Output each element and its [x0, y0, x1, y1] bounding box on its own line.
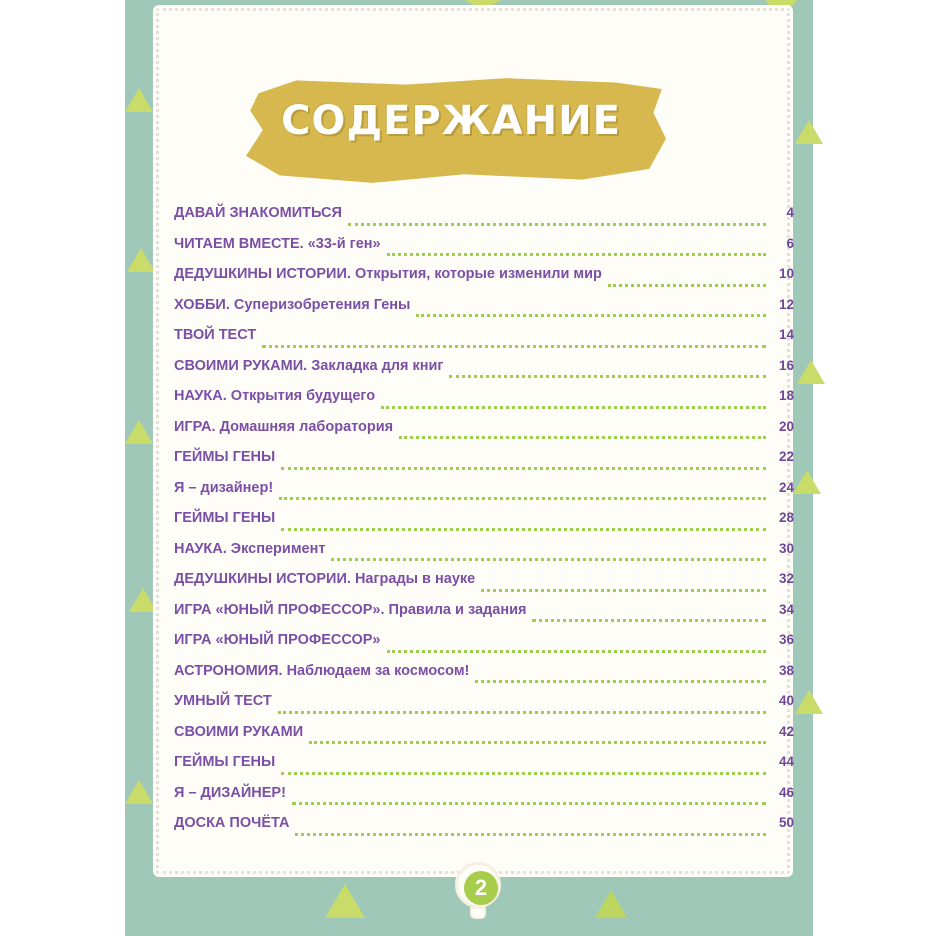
dot-leader	[449, 375, 766, 378]
dot-leader	[281, 772, 766, 775]
toc-entry[interactable]	[174, 388, 794, 419]
toc-entry[interactable]	[174, 571, 794, 602]
toc-entry[interactable]	[174, 419, 794, 450]
toc-entry-title: ЧИТАЕМ ВМЕСТЕ. «33-й ген»	[174, 235, 381, 252]
dot-leader	[387, 650, 767, 653]
toc-entry[interactable]	[174, 358, 794, 389]
toc-entry-title: ГЕЙМЫ ГЕНЫ	[174, 754, 276, 770]
toc-entry-title: Я – ДИЗАЙНЕР!	[174, 784, 286, 801]
triangle-decoration	[797, 360, 825, 384]
dot-leader	[295, 833, 766, 836]
lightbulb-base	[470, 907, 486, 919]
triangle-decoration	[793, 470, 821, 494]
toc-entry[interactable]	[174, 266, 794, 297]
triangle-decoration	[125, 88, 153, 112]
toc-entry-title: ТВОЙ ТЕСТ	[174, 327, 257, 343]
toc-entry[interactable]	[174, 236, 794, 267]
toc-entry[interactable]	[174, 297, 794, 328]
contents-sheet	[156, 8, 794, 874]
toc-entry-title: УМНЫЙ ТЕСТ	[174, 693, 272, 709]
table-of-contents	[174, 205, 794, 846]
toc-entry[interactable]	[174, 327, 794, 358]
dot-leader	[416, 314, 766, 317]
dot-leader	[309, 741, 766, 744]
dot-leader	[279, 497, 766, 500]
toc-entry[interactable]	[174, 815, 794, 846]
toc-entry[interactable]	[174, 602, 794, 633]
dot-leader	[281, 528, 766, 531]
toc-entry-title: ДЕДУШКИНЫ ИСТОРИИ. Открытия, которые изменили мир	[174, 266, 602, 282]
toc-entry-title: ГЕЙМЫ ГЕНЫ	[174, 510, 276, 526]
toc-entry-title: СВОИМИ РУКАМИ	[174, 723, 304, 740]
dot-leader	[608, 284, 766, 287]
toc-entry-page: 28	[778, 510, 794, 525]
lightbulb-icon	[455, 862, 501, 908]
dot-leader	[331, 558, 766, 561]
dot-leader	[399, 436, 766, 439]
toc-entry-page: 12	[778, 296, 794, 312]
toc-entry-page: 16	[778, 357, 794, 373]
triangle-decoration	[595, 890, 627, 918]
toc-entry-page: 24	[778, 479, 794, 495]
toc-entry[interactable]	[174, 510, 794, 541]
dot-leader	[381, 406, 766, 409]
toc-entry-title: ИГРА «ЮНЫЙ ПРОФЕССОР». Правила и задания	[174, 601, 527, 618]
toc-entry[interactable]	[174, 449, 794, 480]
dot-leader	[348, 223, 766, 226]
toc-entry[interactable]	[174, 724, 794, 755]
triangle-decoration	[127, 248, 155, 272]
toc-entry-title: ХОББИ. Суперизобретения Гены	[174, 296, 411, 313]
page-title: СОДЕРЖАНИЕ	[281, 98, 621, 144]
triangle-decoration	[795, 120, 823, 144]
toc-entry-page: 38	[778, 662, 794, 678]
toc-entry-title: ДЕДУШКИНЫ ИСТОРИИ. Награды в науке	[174, 571, 476, 587]
toc-entry-title: ДОСКА ПОЧЁТА	[174, 815, 290, 831]
dot-leader	[281, 467, 766, 470]
toc-entry-title: ИГРА «ЮНЫЙ ПРОФЕССОР»	[174, 632, 381, 648]
toc-entry-page: 30	[778, 540, 794, 556]
triangle-decoration	[125, 780, 153, 804]
toc-entry-title: НАУКА. Открытия будущего	[174, 388, 376, 404]
toc-entry-page: 6	[786, 235, 794, 251]
page-number: 2	[464, 871, 498, 905]
toc-entry-page: 46	[778, 784, 794, 800]
toc-entry-title: НАУКА. Эксперимент	[174, 540, 326, 557]
toc-entry-title: ДАВАЙ ЗНАКОМИТЬСЯ	[174, 205, 342, 221]
triangle-decoration	[125, 420, 153, 444]
dot-leader	[262, 345, 766, 348]
toc-entry[interactable]	[174, 785, 794, 816]
toc-entry-title: ИГРА. Домашняя лаборатория	[174, 418, 394, 435]
toc-entry-title: ГЕЙМЫ ГЕНЫ	[174, 449, 276, 465]
toc-entry-page: 18	[778, 388, 794, 403]
toc-entry[interactable]	[174, 541, 794, 572]
toc-entry-title: АСТРОНОМИЯ. Наблюдаем за космосом!	[174, 662, 470, 679]
toc-entry-page: 14	[778, 327, 794, 342]
triangle-decoration	[795, 690, 823, 714]
toc-entry-title: Я – дизайнер!	[174, 479, 274, 496]
dot-leader	[292, 802, 766, 805]
toc-entry[interactable]	[174, 632, 794, 663]
toc-entry-page: 4	[786, 205, 794, 220]
toc-entry-page: 32	[778, 571, 794, 586]
triangle-decoration	[129, 588, 157, 612]
toc-entry-page: 34	[778, 601, 794, 617]
toc-entry[interactable]	[174, 693, 794, 724]
toc-entry-page: 44	[778, 754, 794, 769]
toc-entry-page: 50	[778, 815, 794, 830]
toc-entry-page: 40	[778, 693, 794, 708]
dot-leader	[475, 680, 766, 683]
toc-entry[interactable]	[174, 205, 794, 236]
page-number-badge	[455, 862, 501, 924]
toc-entry-page: 42	[778, 723, 794, 739]
toc-entry-title: СВОИМИ РУКАМИ. Закладка для книг	[174, 357, 444, 374]
toc-entry-page: 10	[778, 266, 794, 281]
toc-entry-page: 20	[778, 418, 794, 434]
toc-entry[interactable]	[174, 754, 794, 785]
triangle-decoration	[325, 884, 365, 918]
toc-entry-page: 36	[778, 632, 794, 647]
toc-entry-page: 22	[778, 449, 794, 464]
dot-leader	[532, 619, 766, 622]
toc-entry[interactable]	[174, 663, 794, 694]
dot-leader	[387, 253, 766, 256]
dot-leader	[278, 711, 766, 714]
toc-entry[interactable]	[174, 480, 794, 511]
dot-leader	[481, 589, 766, 592]
